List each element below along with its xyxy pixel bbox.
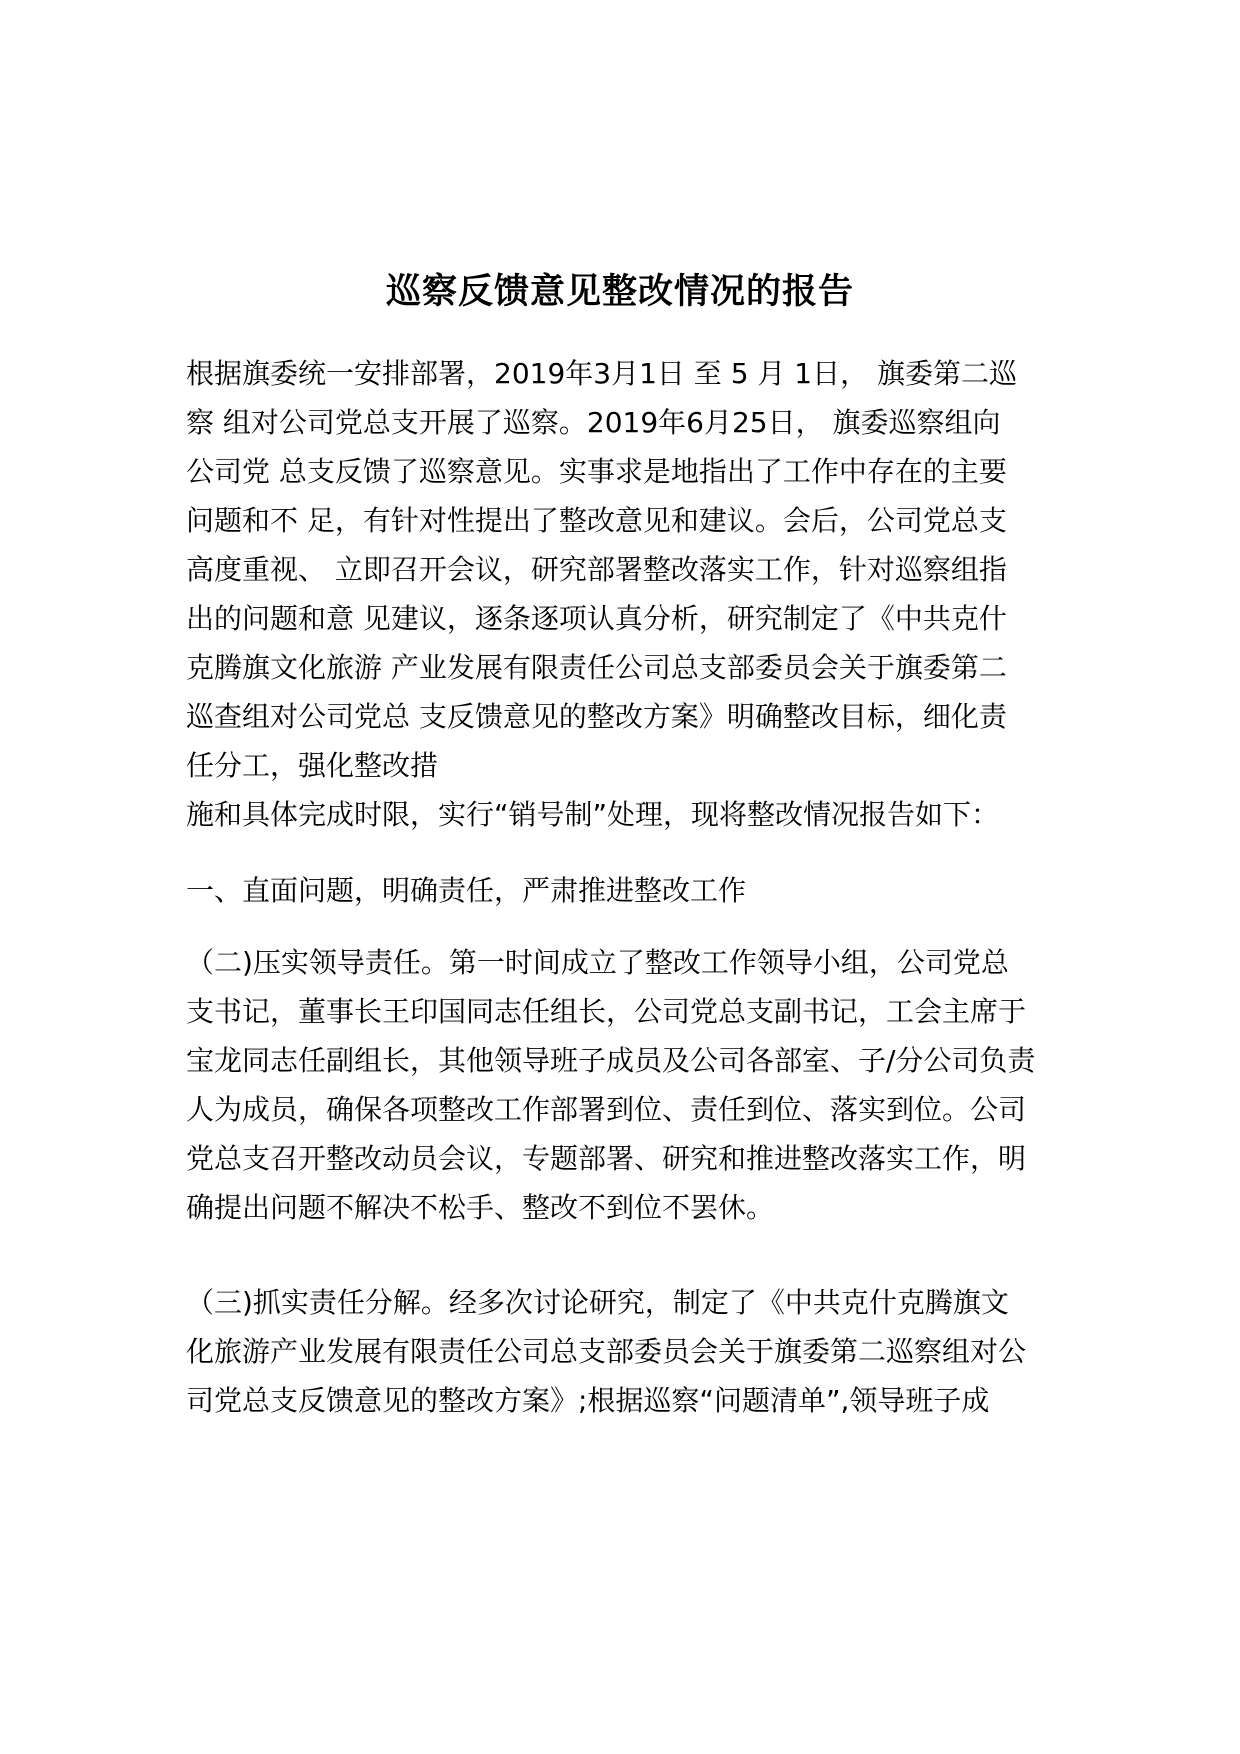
text-line: 根据旗委统一安排部署，2019年3月1日 至 5 月 1日， 旗委第二巡: [186, 357, 1018, 390]
section-heading: [186, 866, 1066, 915]
text-line: 巡查组对公司党总 支反馈意见的整改方案》明确整改目标，细化责: [186, 700, 1007, 733]
text-line: 克腾旗文化旅游 产业发展有限责任公司总支部委员会关于旗委第二: [186, 651, 1007, 684]
intro-paragraph: [186, 349, 1066, 839]
text-line: 宝龙同志任副组长，其他领导班子成员及公司各部室、子/分公司负责: [186, 1044, 1036, 1077]
text-line: 化旅游产业发展有限责任公司总支部委员会关于旗委第二巡察组对公: [186, 1335, 1027, 1368]
text-line: 施和具体完成时限，实行“销号制”处理，现将整改情况报告如下：: [186, 798, 1000, 831]
text-line: 问题和不 足，有针对性提出了整改意见和建议。会后，公司党总支: [186, 504, 1007, 537]
text-line: 察 组对公司党总支开展了巡察。2019年6月25日， 旗委巡察组向: [186, 406, 1001, 439]
text-line: （二)压实领导责任。第一时间成立了整改工作领导小组，公司党总: [186, 946, 1009, 979]
text-line: 司党总支反馈意见的整改方案》;根据巡察“问题清单”,领导班子成: [186, 1384, 990, 1417]
text-line: 公司党 总支反馈了巡察意见。实事求是地指出了工作中存在的主要: [186, 455, 1007, 488]
paragraph-responsibility: [186, 1278, 1066, 1425]
text-line: 人为成员，确保各项整改工作部署到位、责任到位、落实到位。公司: [186, 1093, 1027, 1126]
text-line: （三)抓实责任分解。经多次讨论研究，制定了《中共克什克腾旗文: [186, 1286, 1009, 1319]
text-line: 任分工，强化整改措: [186, 749, 439, 782]
text-line: 出的问题和意 见建议，逐条逐项认真分析，研究制定了《中共克什: [186, 602, 1007, 635]
text-line: 支书记，董事长王印国同志任组长，公司党总支副书记，工会主席于: [186, 995, 1027, 1028]
heading-line: 一、直面问题，明确责任，严肃推进整改工作: [186, 874, 747, 907]
text-line: 党总支召开整改动员会议，专题部署、研究和推进整改落实工作，明: [186, 1142, 1027, 1175]
document-title: 巡察反馈意见整改情况的报告: [385, 272, 854, 312]
text-line: 高度重视、 立即召开会议，研究部署整改落实工作，针对巡察组指: [186, 553, 1007, 586]
paragraph-leadership: [186, 938, 1066, 1232]
text-line: 确提出问题不解决不松手、整改不到位不罢休。: [186, 1191, 775, 1224]
